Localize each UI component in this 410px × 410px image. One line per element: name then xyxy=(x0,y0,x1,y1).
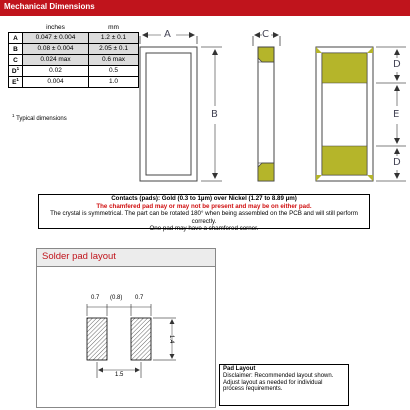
dim-pad-left: 0.7 xyxy=(91,295,100,301)
contacts-line-2: The chamfered pad may or may not be present and may be on either pad. xyxy=(96,202,312,210)
dim-label-a: A xyxy=(164,29,171,40)
row-mm: 0.5 xyxy=(89,65,139,76)
row-label: C xyxy=(9,54,23,65)
contacts-line-4: One pad may have a chamfered corner. xyxy=(149,225,259,232)
dim-label-b: B xyxy=(211,109,218,120)
row-inches: 0.047 ± 0.004 xyxy=(23,32,89,43)
row-mm: 0.6 max xyxy=(89,54,139,65)
row-inches: 0.024 max xyxy=(23,54,89,65)
dim-pad-right: 0.7 xyxy=(135,295,144,301)
footnote: $^1$ Typical dimensions xyxy=(12,113,67,122)
row-mm: 1.2 ± 0.1 xyxy=(89,32,139,43)
side-view xyxy=(253,35,280,181)
page-title: Mechanical Dimensions xyxy=(4,2,95,11)
row-label: $D^1$ xyxy=(9,65,23,76)
contacts-line-3: The crystal is symmetrical. The part can be rotated 180° when being assembled on the PCB and will still perform correctly. xyxy=(50,210,358,225)
table-header-inches: inches xyxy=(46,24,65,32)
solder-pad-right xyxy=(131,318,151,360)
contacts-line-1: Contacts (pads): Gold (0.3 to 1µm) over Nickel (1.27 to 8.89 µm) xyxy=(111,195,297,202)
table-header-mm: mm xyxy=(108,24,119,32)
dim-pitch: 1.5 xyxy=(115,372,124,378)
solder-drawing xyxy=(0,266,220,408)
contacts-note xyxy=(38,194,370,232)
top-view xyxy=(140,35,222,181)
pad-layout-title: Pad Layout xyxy=(223,366,256,372)
row-mm: 1.0 xyxy=(89,76,139,87)
row-label: A xyxy=(9,32,23,43)
dim-label-c: C xyxy=(262,29,269,40)
row-label: B xyxy=(9,43,23,54)
dim-gap: (0.8) xyxy=(110,295,123,301)
pad-layout-note xyxy=(219,364,349,406)
row-inches: 0.02 xyxy=(23,65,89,76)
dim-label-d-bottom: D xyxy=(393,157,401,168)
pad-layout-text: Disclaimer: Recommended layout shown. Adjust layout as needed for individual process requirements. xyxy=(223,372,334,393)
row-inches: 0.004 xyxy=(23,76,89,87)
dim-label-e: E xyxy=(393,109,400,120)
mechanical-drawing xyxy=(0,0,410,195)
row-mm: 2.05 ± 0.1 xyxy=(89,43,139,54)
row-label: $E^1$ xyxy=(9,76,23,87)
solder-pad-left xyxy=(87,318,107,360)
dim-height: 1.4 xyxy=(168,335,174,344)
dim-label-d-top: D xyxy=(393,59,401,70)
solder-title: Solder pad layout xyxy=(42,251,116,262)
row-inches: 0.08 ± 0.004 xyxy=(23,43,89,54)
